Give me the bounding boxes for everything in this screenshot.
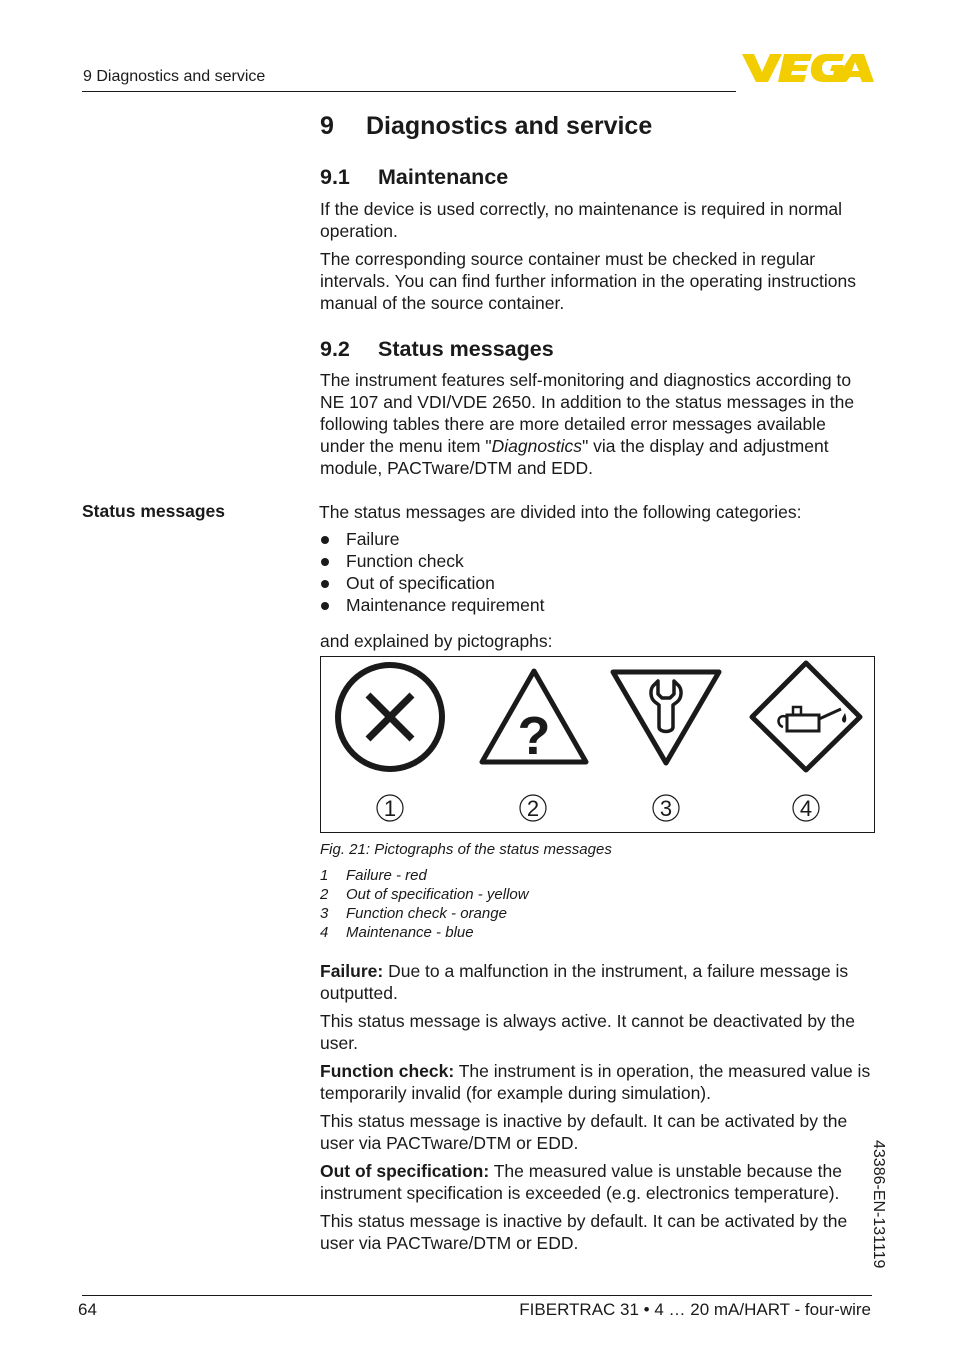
menu-item-diagnostics: Diagnostics — [491, 436, 583, 456]
out-of-specification-question-icon — [482, 671, 586, 766]
legend-text: Function check - orange — [346, 905, 507, 922]
failure-description — [320, 960, 872, 1004]
function-check-note: This status message is inactive by default. It can be activated by the user via PACTware/DTM or EDD. — [320, 1111, 848, 1153]
intro-text-end: " via the display and adjustment module, PACTware/DTM and EDD. — [320, 436, 829, 478]
list-item: Function check — [320, 550, 544, 572]
svg-text:4: 4 — [799, 796, 813, 821]
callout-2 — [520, 795, 546, 821]
running-header: 9 Diagnostics and service — [83, 68, 266, 85]
legend-text: Maintenance - blue — [346, 924, 474, 941]
header-rule — [82, 91, 736, 92]
section-number: 9.1 — [320, 165, 350, 189]
figure-caption: Fig. 21: Pictographs of the status messages — [320, 841, 612, 858]
margin-label: Status messages — [82, 501, 225, 521]
function-check-description — [320, 1060, 872, 1104]
chapter-heading — [320, 112, 652, 141]
failure-text: Due to a malfunction in the instrument, a failure message is outputted. — [320, 961, 849, 1003]
out-of-specification-note: This status message is inactive by default. It can be activated by the user via PACTware/DTM or EDD. — [320, 1211, 848, 1253]
svg-text:?: ? — [517, 706, 551, 766]
term-function-check: Function check: — [320, 1061, 455, 1081]
section-number: 9.2 — [320, 337, 350, 361]
list-item: Failure — [320, 528, 544, 550]
page-number: 64 — [78, 1300, 97, 1319]
svg-text:3: 3 — [659, 796, 673, 821]
figure-legend — [320, 866, 529, 942]
failure-cross-icon — [338, 665, 442, 769]
document-number-text: 43386-EN-131119 — [870, 1140, 887, 1269]
legend-number: 4 — [320, 924, 329, 941]
callout-3 — [653, 795, 679, 821]
legend-item — [320, 866, 529, 885]
oos-text: The measured value is unstable because the instrument specification is exceeded (e.g. electronics temperature). — [320, 1161, 843, 1203]
legend-item — [320, 923, 529, 942]
legend-item — [320, 904, 529, 923]
maintenance-paragraph-2: The corresponding source container must be checked in regular intervals. You can find further information in the operating instructions manual of the source container. — [320, 249, 857, 313]
intro-text: The instrument features self-monitoring and diagnostics according to NE 107 and VDI/VDE 2650. In addition to the status messages in the following tables there are more detailed error messages available under the menu item " — [320, 370, 855, 456]
legend-text: Failure - red — [346, 867, 427, 884]
svg-text:1: 1 — [383, 796, 397, 821]
section-heading-status — [320, 337, 554, 362]
category-list — [320, 528, 544, 616]
term-out-of-specification: Out of specification: — [320, 1161, 490, 1181]
failure-note: This status message is always active. It cannot be deactivated by the user. — [320, 1011, 855, 1053]
callout-4 — [793, 795, 819, 821]
section-heading-maintenance — [320, 165, 508, 190]
legend-number: 2 — [320, 886, 329, 903]
legend-item — [320, 885, 529, 904]
function-check-wrench-icon — [613, 672, 719, 763]
callout-1 — [377, 795, 403, 821]
maintenance-paragraph-1: If the device is used correctly, no maintenance is required in normal operation. — [320, 199, 843, 241]
document-number — [870, 1140, 915, 1300]
maintenance-oilcan-icon — [752, 663, 860, 770]
legend-text: Out of specification - yellow — [346, 886, 529, 903]
list-item: Out of specification — [320, 572, 544, 594]
legend-number: 3 — [320, 905, 329, 922]
list-item: Maintenance requirement — [320, 594, 544, 616]
document-title: FIBERTRAC 31 • 4 … 20 mA/HART - four-wire — [519, 1300, 871, 1319]
term-failure: Failure: — [320, 961, 384, 981]
vega-logo — [740, 50, 874, 84]
section-title: Status messages — [378, 337, 554, 361]
pictograph-svg — [321, 657, 874, 832]
footer-rule — [82, 1295, 872, 1296]
chapter-title: Diagnostics and service — [366, 112, 653, 140]
pictograph-figure — [320, 656, 875, 833]
categories-lead: The status messages are divided into the following categories: — [319, 502, 802, 522]
pictographs-intro: and explained by pictographs: — [320, 631, 553, 651]
legend-number: 1 — [320, 867, 329, 884]
status-intro-paragraph — [320, 369, 872, 479]
function-text: The instrument is in operation, the measured value is temporarily invalid (for example during simulation). — [320, 1061, 871, 1103]
chapter-number: 9 — [320, 112, 334, 140]
out-of-specification-description — [320, 1160, 872, 1204]
section-title: Maintenance — [378, 165, 509, 189]
vega-logo-graphic — [740, 50, 874, 84]
svg-text:2: 2 — [526, 796, 540, 821]
